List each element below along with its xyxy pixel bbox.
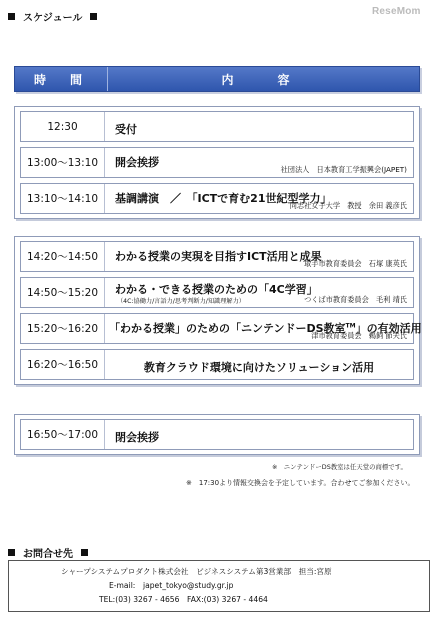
row-speaker: 津市教育委員会 鵜飼 節夫氏 [311,331,407,340]
row-speaker: 社団法人 日本教育工学振興会(JAPET) [280,165,407,174]
row-time: 16:50～17:00 [21,420,105,449]
row-title: 開会挨拶 [115,156,159,169]
time-column-header: 時 間 [33,72,88,87]
resemom-logo: ReseMom [372,6,421,17]
row-speaker: 同志社女子大学 教授 余田 義彦氏 [289,201,407,210]
schedule-row [20,277,414,308]
row-time: 13:00～13:10 [21,148,105,177]
schedule-group-opening [14,106,420,219]
schedule-group-sessions [14,236,420,385]
row-title: 教育クラウド環境に向けたソリューション活用 [143,361,375,374]
schedule-row [20,313,422,344]
contact-heading-text: お問合せ先 [23,549,73,560]
contact-phone: TEL:(03) 3267 - 4656 FAX:(03) 3267 - 4464 [99,595,268,604]
square-bullet-icon [8,549,15,556]
schedule-row [20,183,414,214]
row-note: （4C:協働力/言語力/思考判断力/知識理解力） [117,298,245,305]
schedule-row [20,349,414,380]
row-time: 14:50～15:20 [21,278,105,307]
schedule-row [20,241,414,272]
square-bullet-icon [8,13,15,20]
row-title: 閉会挨拶 [115,431,159,444]
schedule-table-header [14,66,420,92]
schedule-row [20,419,414,450]
row-time: 16:20～16:50 [21,350,105,379]
square-bullet-icon [81,549,88,556]
row-title: わかる・できる授業のための「4C学習」 [115,283,318,296]
row-title: 「わかる授業」のための「ニンテンドーDS教室™」の有効活用 [109,322,422,335]
schedule-section-heading [8,9,97,24]
reception-footnote: ※ 17:30より情報交換会を予定しています。合わせてご参加ください。 [186,479,415,487]
contact-section-heading [8,545,88,560]
schedule-group-closing [14,414,420,455]
contact-email: E-mail: japet_tokyo@study.gr.jp [109,581,234,590]
trademark-footnote: ※ ニンテンドーDS教室は任天堂の商標です。 [272,463,407,471]
row-time: 15:20～16:20 [21,314,105,343]
row-time: 12:30 [21,112,105,141]
row-time: 13:10～14:10 [21,184,105,213]
row-title: わかる授業の実現を目指すICT活用と成果 [115,250,322,263]
contact-box [8,560,430,612]
row-speaker: 取手市教育委員会 石塚 康英氏 [304,259,407,268]
square-bullet-icon [90,13,97,20]
row-title: 受付 [115,123,137,136]
row-time: 14:20～14:50 [21,242,105,271]
trademark-mark: TM [345,322,356,330]
content-column-header: 内 容 [107,67,419,91]
schedule-row [20,147,414,178]
contact-company: シャープシステムプロダクト株式会社 ビジネスシステム第3営業部 担当:宮原 [61,567,332,576]
schedule-row [20,111,414,142]
schedule-heading-text: スケジュール [23,13,83,24]
row-title: 基調講演 ／ 「ICTで育む21世紀型学力」 [115,192,332,205]
row-speaker: つくば市教育委員会 毛利 靖氏 [304,295,407,304]
